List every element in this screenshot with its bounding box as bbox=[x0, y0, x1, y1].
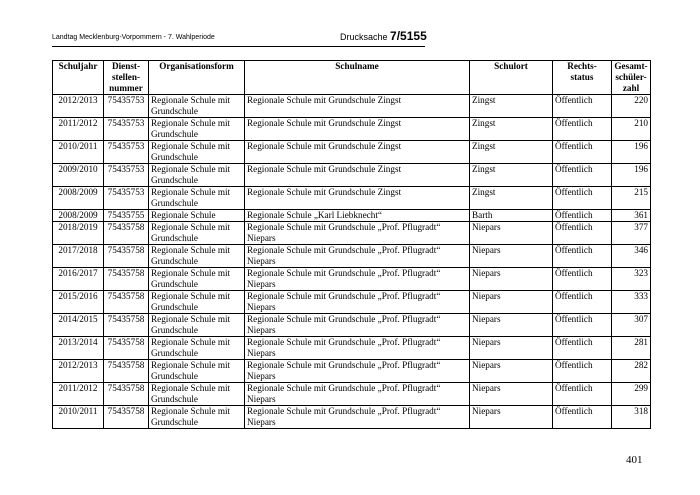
cell-schulort: Niepars bbox=[470, 383, 553, 406]
cell-schulort: Zingst bbox=[470, 164, 553, 187]
cell-schuljahr: 2016/2017 bbox=[53, 268, 104, 291]
header-dienst-line1: Dienst- bbox=[111, 61, 141, 71]
cell-schulname: Regionale Schule mit Grundschule „Prof. Pflugradt“ Niepars bbox=[245, 291, 470, 314]
cell-organisationsform: Regionale Schule mit Grundschule bbox=[149, 141, 245, 164]
cell-schulname: Regionale Schule mit Grundschule „Prof. Pflugradt“ Niepars bbox=[245, 337, 470, 360]
cell-rechtsstatus: Öffentlich bbox=[553, 118, 612, 141]
cell-schuljahr: 2011/2012 bbox=[53, 383, 104, 406]
cell-schulname: Regionale Schule mit Grundschule „Prof. Pflugradt“ Niepars bbox=[245, 360, 470, 383]
cell-schulname: Regionale Schule mit Grundschule „Prof. Pflugradt“ Niepars bbox=[245, 222, 470, 245]
table-row bbox=[53, 314, 651, 337]
cell-rechtsstatus: Öffentlich bbox=[553, 291, 612, 314]
cell-schuljahr: 2010/2011 bbox=[53, 141, 104, 164]
table-row bbox=[53, 291, 651, 314]
cell-gesamtschuelerzahl: 323 bbox=[612, 268, 651, 291]
cell-organisationsform: Regionale Schule mit Grundschule bbox=[149, 268, 245, 291]
header-schulname: Schulname bbox=[245, 61, 470, 95]
cell-schuljahr: 2009/2010 bbox=[53, 164, 104, 187]
cell-gesamtschuelerzahl: 220 bbox=[612, 95, 651, 118]
parliament-header: Landtag Mecklenburg-Vorpommern - 7. Wahlperiode bbox=[52, 34, 215, 41]
table-row bbox=[53, 141, 651, 164]
document-id bbox=[340, 29, 427, 43]
cell-schulname: Regionale Schule mit Grundschule Zingst bbox=[245, 141, 470, 164]
cell-organisationsform: Regionale Schule mit Grundschule bbox=[149, 291, 245, 314]
cell-schulort: Niepars bbox=[470, 314, 553, 337]
cell-rechtsstatus: Öffentlich bbox=[553, 245, 612, 268]
header-zahl-line3: zahl bbox=[622, 83, 640, 93]
cell-schuljahr: 2011/2012 bbox=[53, 118, 104, 141]
header-gesamtschuelerzahl bbox=[612, 61, 651, 95]
cell-schulort: Niepars bbox=[470, 291, 553, 314]
cell-schulname: Regionale Schule mit Grundschule „Prof. Pflugradt“ Niepars bbox=[245, 314, 470, 337]
cell-schuljahr: 2017/2018 bbox=[53, 245, 104, 268]
table-row bbox=[53, 406, 651, 429]
cell-dienststellennummer: 75435753 bbox=[104, 164, 149, 187]
cell-rechtsstatus: Öffentlich bbox=[553, 210, 612, 222]
cell-rechtsstatus: Öffentlich bbox=[553, 141, 612, 164]
cell-dienststellennummer: 75435758 bbox=[104, 383, 149, 406]
cell-schuljahr: 2008/2009 bbox=[53, 187, 104, 210]
cell-dienststellennummer: 75435758 bbox=[104, 268, 149, 291]
table-body bbox=[53, 95, 651, 429]
cell-rechtsstatus: Öffentlich bbox=[553, 95, 612, 118]
cell-schuljahr: 2008/2009 bbox=[53, 210, 104, 222]
table-row bbox=[53, 95, 651, 118]
cell-dienststellennummer: 75435758 bbox=[104, 245, 149, 268]
cell-dienststellennummer: 75435758 bbox=[104, 360, 149, 383]
cell-dienststellennummer: 75435758 bbox=[104, 406, 149, 429]
cell-gesamtschuelerzahl: 346 bbox=[612, 245, 651, 268]
table-row bbox=[53, 118, 651, 141]
cell-schulort: Barth bbox=[470, 210, 553, 222]
cell-schulname: Regionale Schule mit Grundschule Zingst bbox=[245, 118, 470, 141]
header-dienststellennummer bbox=[104, 61, 149, 95]
cell-schuljahr: 2013/2014 bbox=[53, 337, 104, 360]
cell-dienststellennummer: 75435758 bbox=[104, 222, 149, 245]
table-row bbox=[53, 360, 651, 383]
cell-gesamtschuelerzahl: 299 bbox=[612, 383, 651, 406]
cell-schulname: Regionale Schule mit Grundschule Zingst bbox=[245, 187, 470, 210]
cell-gesamtschuelerzahl: 196 bbox=[612, 164, 651, 187]
cell-dienststellennummer: 75435753 bbox=[104, 118, 149, 141]
cell-organisationsform: Regionale Schule mit Grundschule bbox=[149, 360, 245, 383]
cell-schuljahr: 2015/2016 bbox=[53, 291, 104, 314]
cell-organisationsform: Regionale Schule mit Grundschule bbox=[149, 164, 245, 187]
cell-dienststellennummer: 75435758 bbox=[104, 314, 149, 337]
cell-gesamtschuelerzahl: 281 bbox=[612, 337, 651, 360]
cell-organisationsform: Regionale Schule mit Grundschule bbox=[149, 95, 245, 118]
cell-rechtsstatus: Öffentlich bbox=[553, 164, 612, 187]
table-row bbox=[53, 164, 651, 187]
table-row bbox=[53, 222, 651, 245]
cell-rechtsstatus: Öffentlich bbox=[553, 360, 612, 383]
table-row bbox=[53, 245, 651, 268]
cell-organisationsform: Regionale Schule mit Grundschule bbox=[149, 406, 245, 429]
cell-gesamtschuelerzahl: 361 bbox=[612, 210, 651, 222]
cell-schuljahr: 2014/2015 bbox=[53, 314, 104, 337]
cell-rechtsstatus: Öffentlich bbox=[553, 314, 612, 337]
cell-organisationsform: Regionale Schule mit Grundschule bbox=[149, 222, 245, 245]
header-rechtsstatus bbox=[553, 61, 612, 95]
cell-schuljahr: 2018/2019 bbox=[53, 222, 104, 245]
cell-rechtsstatus: Öffentlich bbox=[553, 406, 612, 429]
cell-gesamtschuelerzahl: 282 bbox=[612, 360, 651, 383]
cell-schulname: Regionale Schule mit Grundschule „Prof. Pflugradt“ Niepars bbox=[245, 383, 470, 406]
cell-schulname: Regionale Schule mit Grundschule „Prof. Pflugradt“ Niepars bbox=[245, 245, 470, 268]
cell-organisationsform: Regionale Schule mit Grundschule bbox=[149, 245, 245, 268]
cell-rechtsstatus: Öffentlich bbox=[553, 337, 612, 360]
document-label: Drucksache bbox=[340, 32, 388, 42]
table-row bbox=[53, 187, 651, 210]
cell-dienststellennummer: 75435753 bbox=[104, 187, 149, 210]
cell-dienststellennummer: 75435758 bbox=[104, 291, 149, 314]
table-row bbox=[53, 268, 651, 291]
cell-schulort: Niepars bbox=[470, 406, 553, 429]
cell-gesamtschuelerzahl: 210 bbox=[612, 118, 651, 141]
cell-schulname: Regionale Schule mit Grundschule Zingst bbox=[245, 164, 470, 187]
table-row bbox=[53, 337, 651, 360]
page-number: 401 bbox=[626, 454, 643, 466]
cell-gesamtschuelerzahl: 215 bbox=[612, 187, 651, 210]
cell-schulort: Zingst bbox=[470, 187, 553, 210]
cell-dienststellennummer: 75435758 bbox=[104, 337, 149, 360]
header-rule bbox=[52, 46, 425, 47]
cell-schuljahr: 2012/2013 bbox=[53, 95, 104, 118]
cell-schulort: Zingst bbox=[470, 118, 553, 141]
cell-gesamtschuelerzahl: 318 bbox=[612, 406, 651, 429]
header-schulort: Schulort bbox=[470, 61, 553, 95]
cell-schuljahr: 2010/2011 bbox=[53, 406, 104, 429]
cell-rechtsstatus: Öffentlich bbox=[553, 268, 612, 291]
cell-schulort: Niepars bbox=[470, 268, 553, 291]
cell-gesamtschuelerzahl: 196 bbox=[612, 141, 651, 164]
header-dienst-line2: stellen- bbox=[111, 72, 141, 82]
cell-organisationsform: Regionale Schule mit Grundschule bbox=[149, 187, 245, 210]
header-dienst-line3: nummer bbox=[109, 83, 143, 93]
cell-schulname: Regionale Schule mit Grundschule „Prof. Pflugradt“ Niepars bbox=[245, 406, 470, 429]
table-row bbox=[53, 383, 651, 406]
cell-organisationsform: Regionale Schule mit Grundschule bbox=[149, 314, 245, 337]
cell-schulort: Niepars bbox=[470, 222, 553, 245]
cell-rechtsstatus: Öffentlich bbox=[553, 222, 612, 245]
header-zahl-line1: Gesamt- bbox=[614, 61, 648, 71]
header-organisationsform: Organisationsform bbox=[149, 61, 245, 95]
cell-schulname: Regionale Schule mit Grundschule „Prof. Pflugradt“ Niepars bbox=[245, 268, 470, 291]
cell-organisationsform: Regionale Schule mit Grundschule bbox=[149, 337, 245, 360]
cell-gesamtschuelerzahl: 307 bbox=[612, 314, 651, 337]
cell-dienststellennummer: 75435755 bbox=[104, 210, 149, 222]
header-schuljahr: Schuljahr bbox=[53, 61, 104, 95]
cell-schulname: Regionale Schule mit Grundschule Zingst bbox=[245, 95, 470, 118]
table-row bbox=[53, 210, 651, 222]
cell-schulort: Zingst bbox=[470, 95, 553, 118]
cell-rechtsstatus: Öffentlich bbox=[553, 383, 612, 406]
header-status-line1: Rechts- bbox=[567, 61, 597, 71]
table-header-row bbox=[53, 61, 651, 95]
document-number: 7/5155 bbox=[390, 29, 427, 43]
header-status-line2: status bbox=[570, 72, 594, 82]
cell-schuljahr: 2012/2013 bbox=[53, 360, 104, 383]
cell-organisationsform: Regionale Schule mit Grundschule bbox=[149, 383, 245, 406]
cell-schulort: Niepars bbox=[470, 337, 553, 360]
cell-schulort: Niepars bbox=[470, 360, 553, 383]
cell-gesamtschuelerzahl: 333 bbox=[612, 291, 651, 314]
cell-gesamtschuelerzahl: 377 bbox=[612, 222, 651, 245]
cell-schulname: Regionale Schule „Karl Liebknecht“ bbox=[245, 210, 470, 222]
cell-dienststellennummer: 75435753 bbox=[104, 95, 149, 118]
cell-organisationsform: Regionale Schule mit Grundschule bbox=[149, 118, 245, 141]
header-zahl-line2: schüler- bbox=[615, 72, 647, 82]
cell-organisationsform: Regionale Schule bbox=[149, 210, 245, 222]
cell-schulort: Niepars bbox=[470, 245, 553, 268]
cell-schulort: Zingst bbox=[470, 141, 553, 164]
cell-rechtsstatus: Öffentlich bbox=[553, 187, 612, 210]
cell-dienststellennummer: 75435753 bbox=[104, 141, 149, 164]
school-table bbox=[52, 60, 651, 429]
